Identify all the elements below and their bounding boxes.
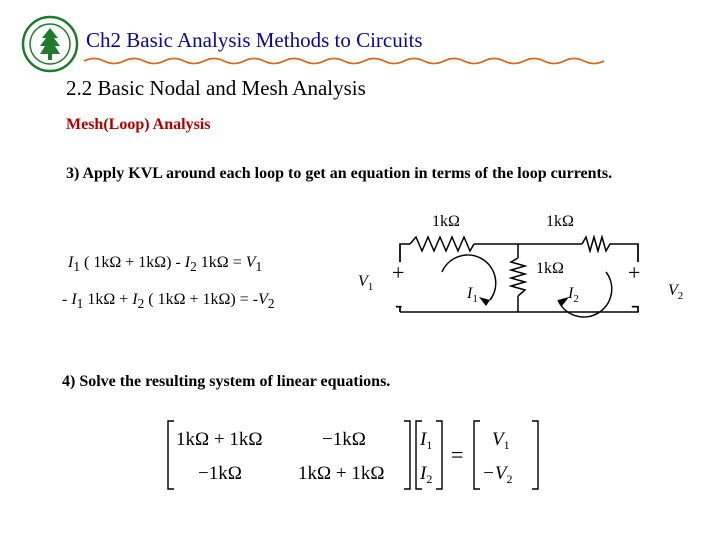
matrix-a21: −1kΩ [198, 463, 242, 484]
label-r-left: 1kΩ [432, 213, 460, 230]
university-logo-icon [20, 14, 80, 74]
vector-x2: $I_2$ [420, 463, 433, 486]
label-v2: $V_2$ [668, 282, 684, 302]
mesh-circuit-diagram [350, 200, 720, 350]
vector-b2: $-V_2$ [482, 463, 513, 486]
loop-2-arrow [558, 272, 612, 317]
source-1-plus: + [392, 260, 405, 285]
subtitle: Mesh(Loop) Analysis [66, 116, 211, 133]
label-r-mid: 1kΩ [536, 260, 564, 277]
vector-b-right-bracket [532, 421, 538, 489]
source-2-minus: - [631, 292, 639, 317]
matrix-a22: 1kΩ + 1kΩ [298, 463, 385, 484]
loop-1-arrowhead [479, 297, 490, 306]
section-title: 2.2 Basic Nodal and Mesh Analysis [66, 76, 366, 100]
resistor-right [582, 237, 612, 251]
label-v1: $V_1$ [358, 273, 374, 293]
header-title: Ch2 Basic Analysis Methods to Circuits [86, 28, 423, 52]
step-3-text: 3) Apply KVL around each loop to get an equation in terms of the loop currents. [66, 165, 613, 182]
vector-b1: $V_1$ [492, 429, 510, 452]
kvl-equation-1: $I_1$ ( $1k\Omega + 1k\Omega) - I_2$ $1k\Omega = V_1$ [68, 254, 263, 275]
resistor-left [410, 237, 474, 251]
source-1-minus: - [395, 292, 403, 317]
matrix-a12: −1kΩ [322, 429, 366, 450]
vector-x1: $I_1$ [420, 429, 433, 452]
matrix-a-right-bracket [404, 421, 410, 489]
matrix-a11: 1kΩ + 1kΩ [176, 429, 263, 450]
kvl-equation-2: - $I_1$ $1k\Omega + I_2$ ( $1k\Omega + 1k\Omega) = -V_2$ [62, 291, 275, 312]
matrix-a-left-bracket [168, 421, 174, 489]
equals-sign: = [451, 442, 464, 467]
label-r-right: 1kΩ [546, 213, 574, 230]
resistor-middle [511, 258, 525, 296]
label-i2: $I_2$ [568, 285, 579, 305]
vector-b-left-bracket [474, 421, 480, 489]
header-underline [84, 56, 604, 66]
matrix-equation [164, 415, 544, 495]
source-2-plus: + [628, 260, 641, 285]
vector-x-right-bracket [436, 421, 442, 489]
label-i1: $I_1$ [467, 285, 478, 305]
step-4-text: 4) Solve the resulting system of linear equations. [62, 373, 391, 390]
